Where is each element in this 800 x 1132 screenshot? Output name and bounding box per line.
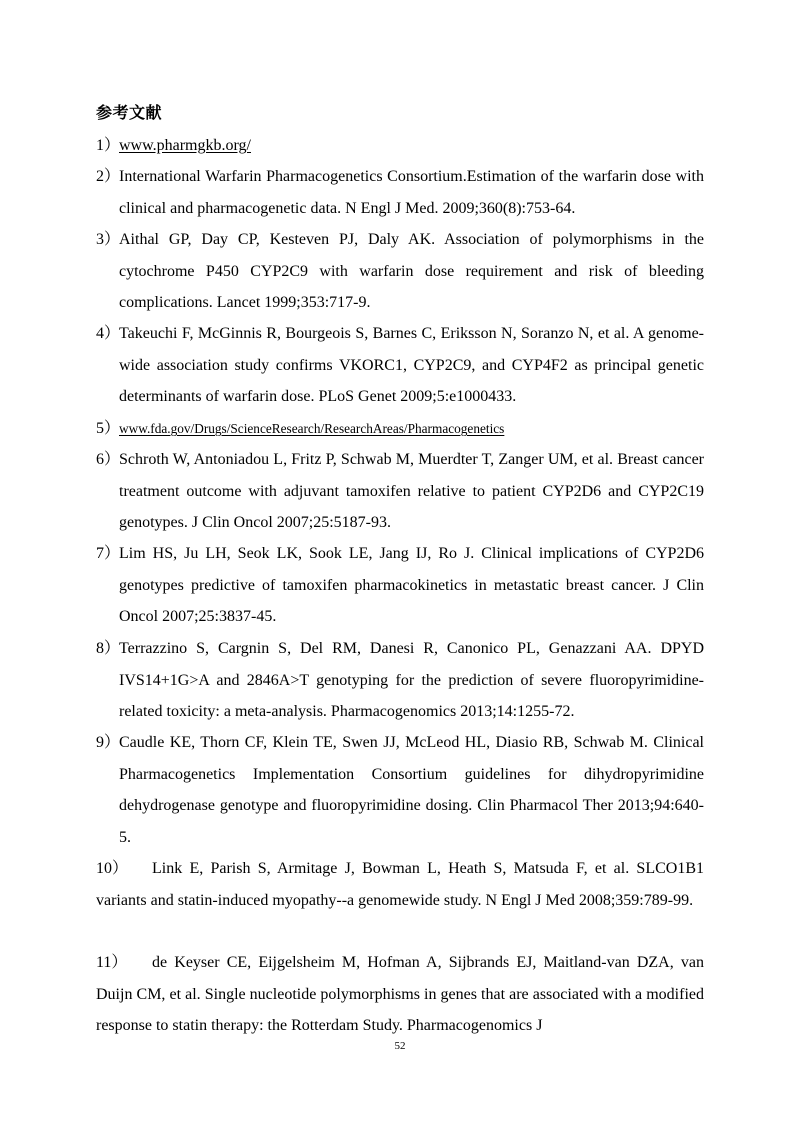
reference-text: Caudle KE, Thorn CF, Klein TE, Swen JJ, McLeod HL, Diasio RB, Schwab M. Clinical Pharmacogenetics Implementation Consortium guidelines for dihydropyrimidine dehydrogenase genotype and fluoropyrimidine dosing. Clin Pharmacol Ther 2013;94:640-5. xyxy=(119,734,704,846)
reference-item-10 xyxy=(96,853,704,916)
reference-number: 9） xyxy=(96,734,121,751)
reference-number: 7） xyxy=(96,545,121,562)
references-heading: 参考文献 xyxy=(96,103,163,122)
reference-number: 3） xyxy=(96,231,121,248)
reference-text: Lim HS, Ju LH, Seok LK, Sook LE, Jang IJ, Ro J. Clinical implications of CYP2D6 genotypes predictive of tamoxifen pharmacokinetics in metastatic breast cancer. J Clin Oncol 2007;25:3837-45. xyxy=(119,545,704,625)
reference-item-6 xyxy=(96,444,704,539)
reference-item-11 xyxy=(96,947,704,1042)
reference-text: Schroth W, Antoniadou L, Fritz P, Schwab M, Muerdter T, Zanger UM, et al. Breast cancer treatment outcome with adjuvant tamoxifen relative to patient CYP2D6 and CYP2C19 genotypes. J Clin Oncol 2007;25:5187-93. xyxy=(119,451,704,531)
page-number: 52 xyxy=(394,1040,406,1052)
reference-text: Link E, Parish S, Armitage J, Bowman L, Heath S, Matsuda F, et al. SLCO1B1 variants and statin-induced myopathy--a genomewide study. N Engl J Med 2008;359:789-99. xyxy=(96,860,704,909)
reference-text: Aithal GP, Day CP, Kesteven PJ, Daly AK. Association of polymorphisms in the cytochrome P450 CYP2C9 with warfarin dose requirement and risk of bleeding complications. Lancet 1999;353:717-9. xyxy=(119,231,704,311)
reference-number: 5） xyxy=(96,420,121,437)
reference-number: 2） xyxy=(96,168,121,185)
reference-item-5 xyxy=(96,413,704,445)
reference-number: 10） xyxy=(96,860,129,877)
reference-item-1 xyxy=(96,130,704,162)
reference-number: 4） xyxy=(96,325,121,342)
reference-item-4 xyxy=(96,318,704,413)
reference-text: International Warfarin Pharmacogenetics Consortium.Estimation of the warfarin dose with clinical and pharmacogenetic data. N Engl J Med. 2009;360(8):753-64. xyxy=(119,168,704,217)
reference-number: 1） xyxy=(96,137,121,154)
reference-item-7 xyxy=(96,538,704,633)
reference-text: Terrazzino S, Cargnin S, Del RM, Danesi R, Canonico PL, Genazzani AA. DPYD IVS14+1G>A and 2846A>T genotyping for the prediction of severe fluoropyrimidine-related toxicity: a meta-analysis. Pharmacogenomics 2013;14:1255-72. xyxy=(119,640,704,720)
fda-pharmacogenetics-link[interactable]: www.fda.gov/Drugs/ScienceResearch/ResearchAreas/Pharmacogenetics xyxy=(119,421,505,436)
reference-number: 11） xyxy=(96,954,128,971)
pharmgkb-link[interactable]: www.pharmgkb.org/ xyxy=(119,137,251,154)
reference-number: 8） xyxy=(96,640,121,657)
reference-item-8 xyxy=(96,633,704,728)
reference-item-3 xyxy=(96,224,704,319)
reference-item-9 xyxy=(96,727,704,853)
reference-text: de Keyser CE, Eijgelsheim M, Hofman A, Sijbrands EJ, Maitland-van DZA, van Duijn CM, et al. Single nucleotide polymorphisms in genes that are associated with a modified response to statin therapy: the Rotterdam Study. Pharmacogenomics J xyxy=(96,954,704,1034)
reference-item-2 xyxy=(96,161,704,224)
reference-text: Takeuchi F, McGinnis R, Bourgeois S, Barnes C, Eriksson N, Soranzo N, et al. A genome-wide association study confirms VKORC1, CYP2C9, and CYP4F2 as principal genetic determinants of warfarin dose. PLoS Genet 2009;5:e1000433. xyxy=(119,325,704,405)
reference-number: 6） xyxy=(96,451,121,468)
